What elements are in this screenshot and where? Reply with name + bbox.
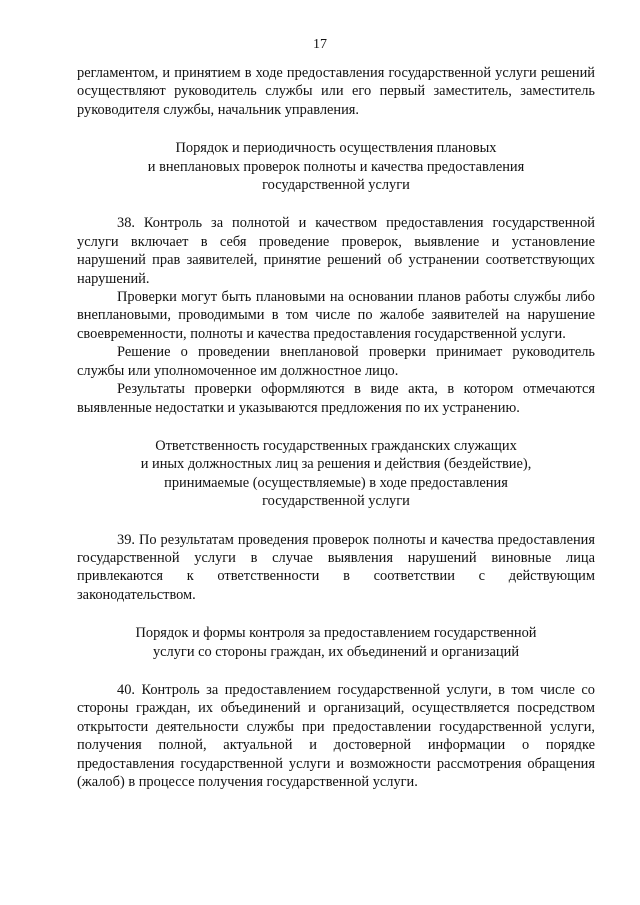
heading-line: государственной услуги	[262, 493, 410, 510]
heading-line: Порядок и формы контроля за предоставлением государственной	[135, 625, 537, 642]
heading-line: государственной услуги	[262, 177, 410, 194]
paragraph: Решение о проведении внеплановой проверки принимает руководитель службы или уполномоченное им должностное лицо.	[77, 344, 595, 379]
heading-line: Ответственность государственных гражданских служащих	[155, 437, 517, 454]
section-heading-responsibility	[77, 437, 595, 511]
intro-paragraph: регламентом, и принятием в ходе предоставления государственной услуги решений осуществляют руководитель службы или его первый заместитель, заместитель руководителя службы, начальник управления.	[77, 65, 595, 118]
paragraph: Результаты проверки оформляются в виде акта, в котором отмечаются выявленные недостатки и указываются предложения по их устранению.	[77, 381, 595, 416]
section-heading-inspections	[77, 139, 595, 194]
paragraph-40: 40. Контроль за предоставлением государственной услуги, в том числе со стороны граждан, их объединений и организаций, осуществляется посредством открытости деятельности службы при предоставлении государственной услуги, получения полной, актуальной и достоверной информации о порядке предоставления государственной услуги и возможности рассмотрения обращения (жалоб) в процессе получения государственной услуги.	[77, 681, 595, 790]
heading-line: принимаемые (осуществляемые) в ходе предоставления	[164, 474, 508, 491]
heading-line: услуги со стороны граждан, их объединений и организаций	[152, 643, 520, 660]
heading-line: и иных должностных лиц за решения и действия (бездействие),	[140, 456, 532, 473]
heading-line: Порядок и периодичность осуществления плановых	[175, 140, 497, 157]
page-number: 17	[313, 37, 327, 52]
section-heading-public-control	[77, 624, 595, 661]
paragraph-38: 38. Контроль за полнотой и качеством предоставления государственной услуги включает в себя проведение проверок, выявление и установление нарушений прав заявителей, принятие решений об устранении соответствующих нарушений.	[77, 215, 595, 287]
section-body-public-control	[77, 681, 595, 791]
document-body	[77, 64, 595, 791]
paragraph-39: 39. По результатам проведения проверок полноты и качества предоставления государственной услуги в случае выявления нарушений виновные лица привлекаются к ответственности в соответствии с действующим законодательством.	[77, 531, 595, 603]
section-body-inspections	[77, 214, 595, 416]
section-body-responsibility	[77, 531, 595, 605]
heading-line: и внеплановых проверок полноты и качества предоставления	[147, 158, 525, 175]
paragraph: Проверки могут быть плановыми на основании планов работы службы либо внеплановыми, проводимыми в том числе по жалобе заявителей на нарушение своевременности, полноты и качества предоставления государственной услуги.	[77, 289, 595, 342]
